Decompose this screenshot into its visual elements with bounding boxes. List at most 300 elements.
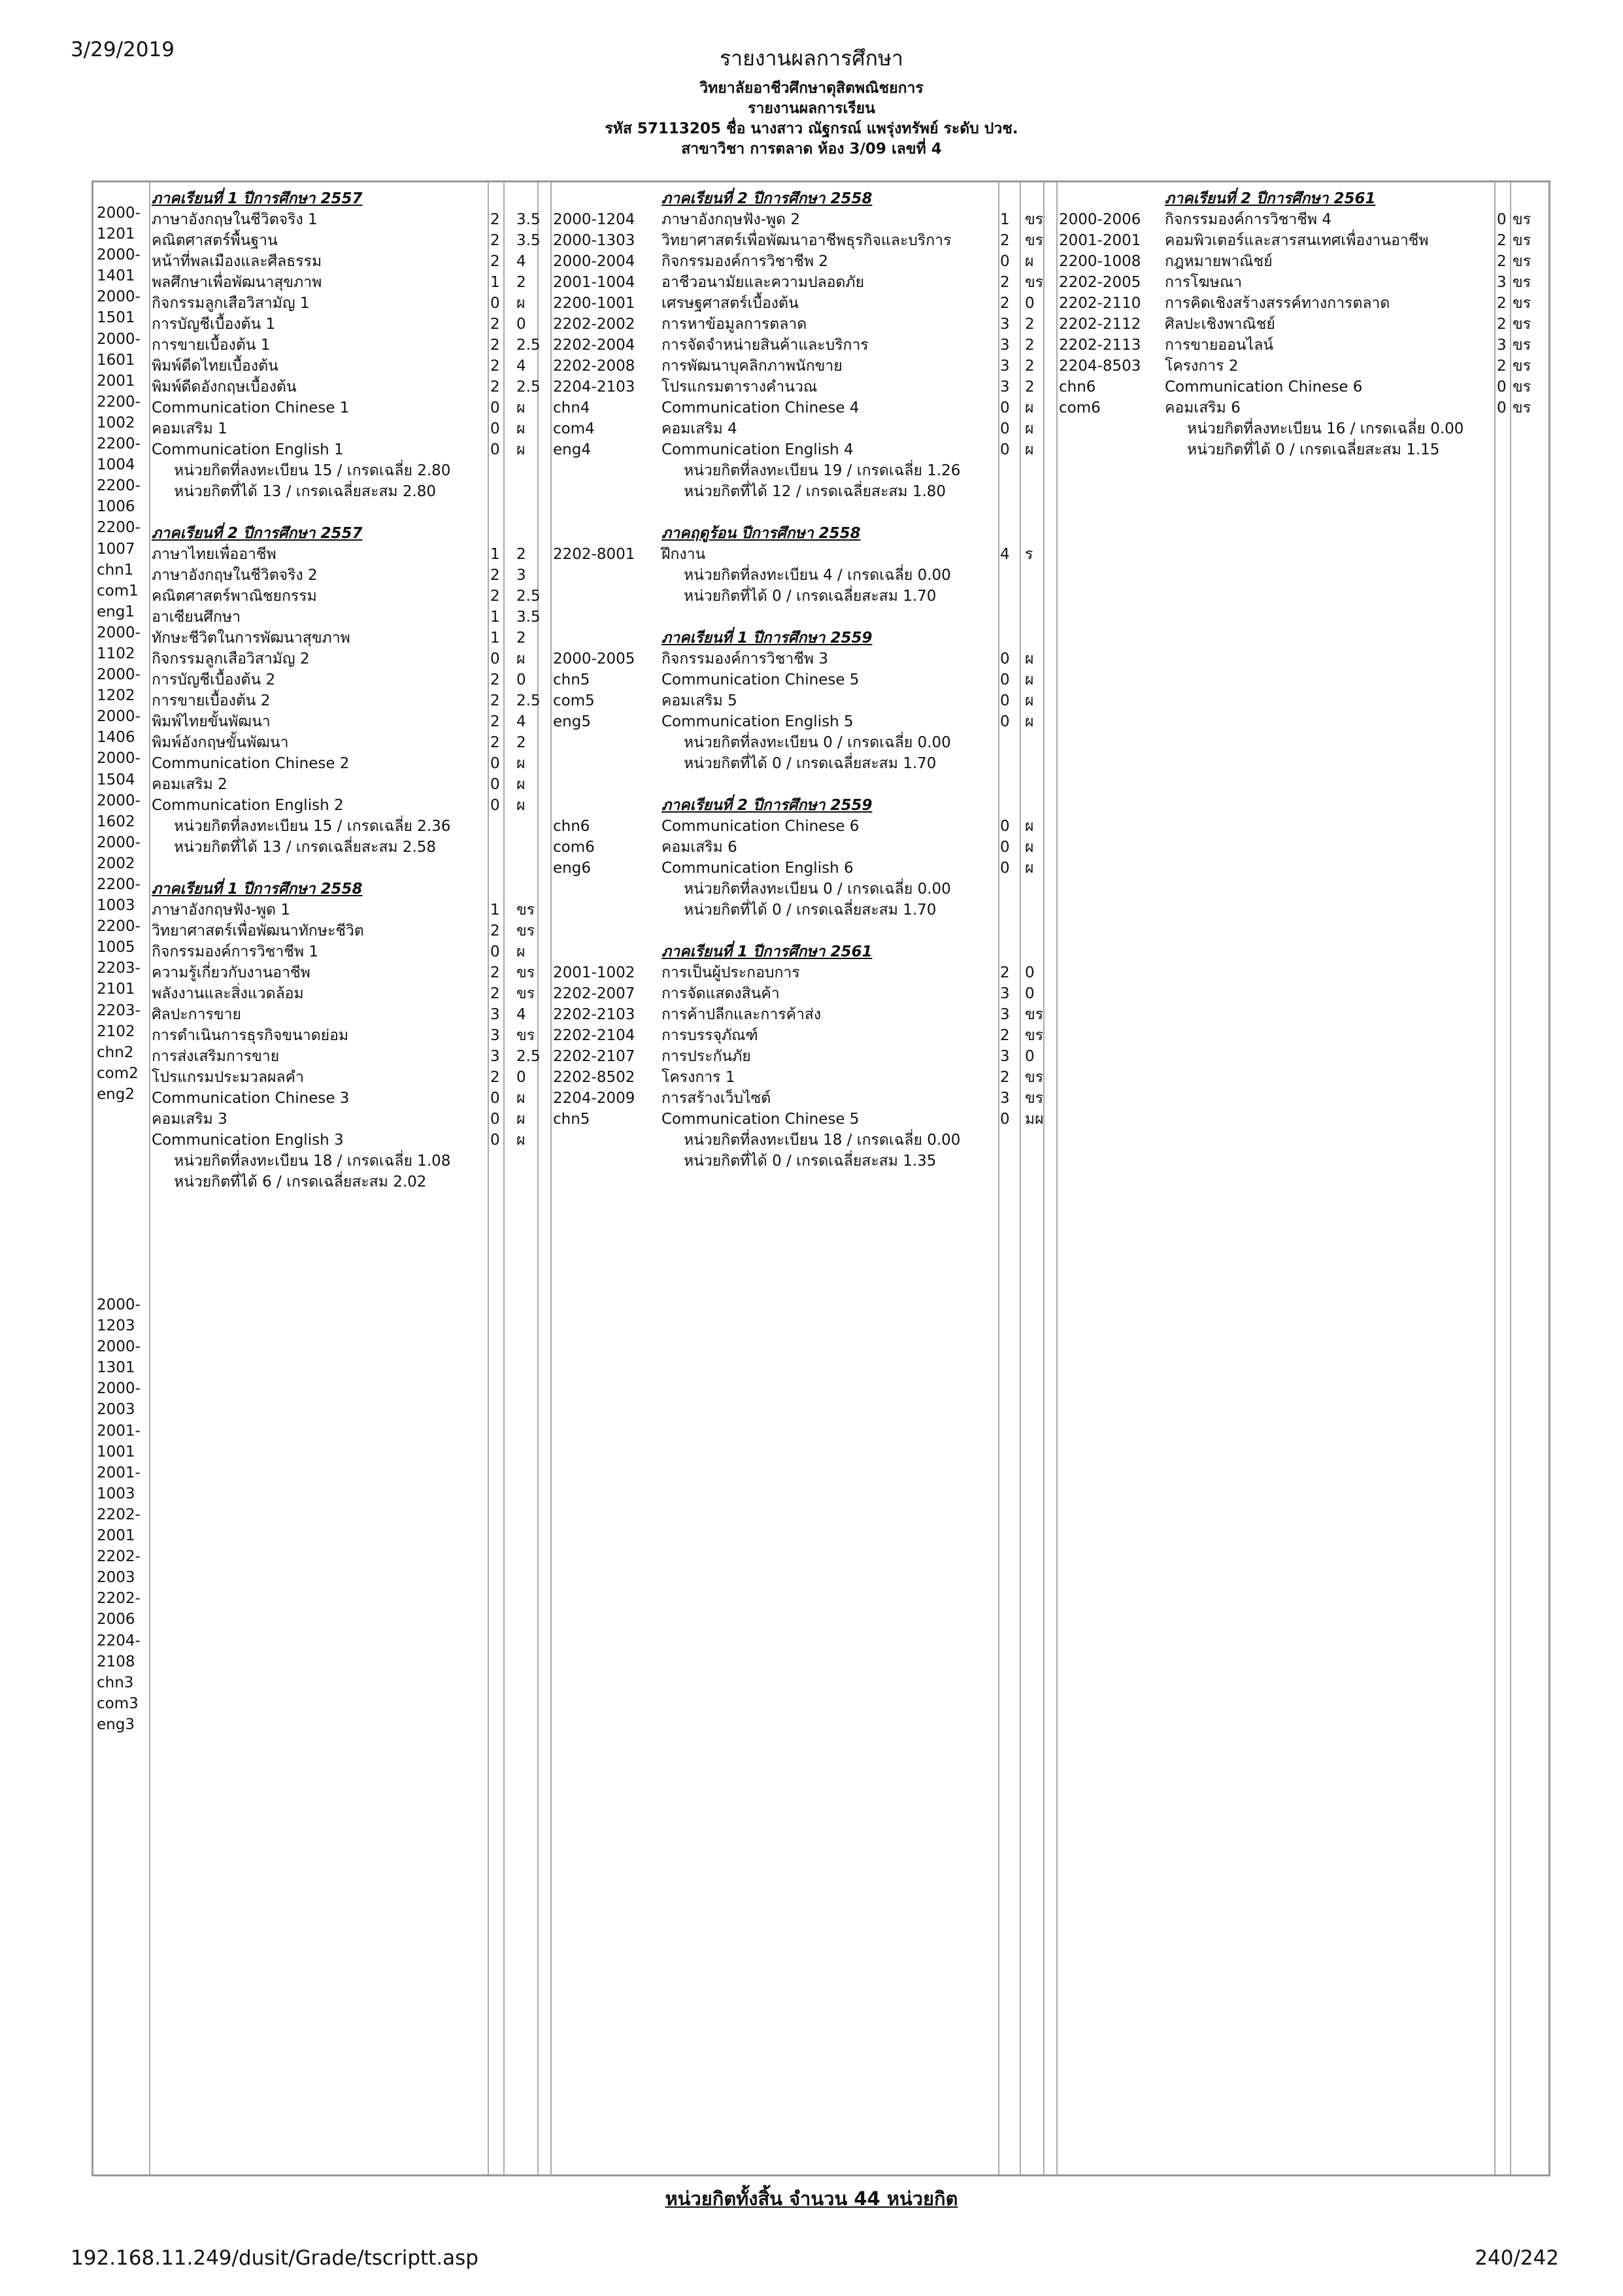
course-name: คอมเสริม 5: [661, 692, 737, 709]
course-grade: 2.5: [516, 1048, 541, 1065]
course-code: chn5: [553, 1111, 590, 1128]
course-grade: ร: [1025, 546, 1033, 563]
course-code: eng5: [553, 713, 591, 730]
course-name: วิทยาศาสตร์เพื่อพัฒนาอาชีพธุรกิจและบริการ: [661, 232, 952, 249]
course-name: หน้าที่พลเมืองและศีลธรรม: [152, 253, 322, 270]
course-grade: ผ: [516, 755, 526, 772]
course-grade: 2: [1025, 316, 1035, 333]
course-name: การพัฒนาบุคลิกภาพนักขาย: [661, 358, 843, 375]
course-row: [152, 586, 541, 607]
term-heading: [553, 628, 1056, 649]
course-code: 2000-2004: [553, 253, 635, 270]
course-name: พิมพ์ดีดอังกฤษเบื้องต้น: [152, 379, 297, 396]
course-credits: 3: [1000, 1006, 1010, 1023]
course-row: [152, 293, 536, 314]
term-summary: [553, 565, 1056, 586]
course-name: กิจกรรมองค์การวิชาชีพ 1: [152, 943, 318, 960]
term-summary: [553, 586, 1056, 607]
course-grade: ผ: [516, 399, 526, 416]
course-grade: ขร: [1513, 232, 1531, 249]
course-name: การบรรจุภัณฑ์: [661, 1027, 758, 1044]
course-grade: ขร: [1513, 253, 1531, 270]
course-row: [152, 900, 536, 920]
course-credits: 2: [490, 922, 500, 939]
course-grade: ขร: [1513, 295, 1531, 312]
course-grade: ผ: [1025, 671, 1034, 688]
page-title: รายงานผลการศึกษา: [719, 46, 903, 71]
course-credits: 2: [490, 588, 500, 605]
summary-text: หน่วยกิตที่ได้ 6 / เกรดเฉลี่ยสะสม 2.02: [174, 1173, 427, 1190]
print-date: 3/29/2019: [71, 38, 175, 61]
term-summary: [553, 460, 1056, 481]
summary-text: หน่วยกิตที่ได้ 0 / เกรดเฉลี่ยสะสม 1.70: [684, 588, 937, 605]
course-row: [553, 377, 1056, 397]
course-row: [553, 962, 1056, 983]
course-grade: 0: [516, 316, 526, 333]
course-grade: ขร: [1513, 211, 1531, 228]
course-name: กิจกรรมองค์การวิชาชีพ 3: [661, 650, 828, 667]
course-grade: 3: [516, 567, 526, 584]
course-name: คอมเสริม 4: [661, 420, 737, 437]
course-credits: 3: [1000, 337, 1010, 354]
course-row: [553, 335, 1056, 356]
term-summary: [152, 816, 536, 837]
term-heading: [152, 523, 536, 544]
course-row: [152, 649, 536, 669]
course-grade: ผ: [1025, 860, 1034, 877]
course-grade: ผ: [1025, 839, 1034, 856]
course-name: คอมเสริม 6: [661, 839, 737, 856]
course-row: [152, 690, 541, 711]
course-code: 2202-8502: [553, 1069, 635, 1086]
course-row: [553, 649, 1056, 669]
course-row: [553, 1004, 1056, 1025]
course-row: [1059, 293, 1550, 314]
course-credits: 3: [490, 1027, 500, 1044]
course-grade: 0: [1025, 985, 1035, 1002]
term-heading: [553, 795, 1056, 816]
course-row: [553, 502, 1056, 523]
course-row: [152, 1046, 541, 1067]
course-grade: 0: [516, 1069, 526, 1086]
course-row: [553, 230, 1056, 251]
course-code: chn6: [1059, 379, 1096, 396]
term-summary: [152, 1151, 536, 1172]
course-row: [553, 837, 1056, 858]
course-code: com4: [553, 420, 595, 437]
course-name: Communication Chinese 6: [1165, 379, 1363, 396]
course-row: [553, 1067, 1056, 1088]
course-grade: ขร: [516, 964, 535, 981]
course-credits: 2: [1000, 1027, 1010, 1044]
course-credits: 0: [490, 755, 500, 772]
course-grade: ขร: [1513, 379, 1531, 396]
course-name: การจัดจำหน่ายสินค้าและบริการ: [661, 337, 869, 354]
course-credits: 0: [490, 420, 500, 437]
column-2: [553, 188, 1056, 1172]
course-code: 2200-1001: [553, 295, 635, 312]
course-row: [553, 544, 1056, 565]
course-row: [553, 816, 1056, 837]
course-credits: 3: [1000, 358, 1010, 375]
course-code: 2202-2104: [553, 1027, 635, 1044]
course-name: คอมเสริม 3: [152, 1111, 227, 1128]
course-code: 2001-2001: [1059, 232, 1141, 249]
course-row: [553, 920, 1056, 941]
course-credits: 2: [1497, 232, 1507, 249]
course-credits: 1: [1000, 211, 1010, 228]
course-name: โครงการ 1: [661, 1069, 735, 1086]
course-code: 2204-2103: [553, 379, 635, 396]
course-name: กิจกรรมองค์การวิชาชีพ 2: [661, 253, 828, 270]
course-name: ภาษาอังกฤษฟัง-พูด 1: [152, 902, 291, 919]
class-info: สาขาวิชา การตลาด ห้อง 3/09 เลขที่ 4: [681, 141, 942, 158]
course-row: [553, 251, 1056, 272]
course-row: [152, 335, 541, 356]
course-credits: 2: [1000, 1069, 1010, 1086]
course-grade: 3.5: [516, 609, 541, 626]
course-row: [152, 983, 536, 1004]
course-code: 2202-2113: [1059, 337, 1141, 354]
course-grade: ผ: [1025, 253, 1034, 270]
term-summary: [152, 481, 536, 502]
course-code: chn6: [553, 818, 590, 835]
course-credits: 0: [490, 943, 500, 960]
course-credits: 2: [490, 567, 500, 584]
course-row: [553, 314, 1056, 335]
course-row: [553, 983, 1056, 1004]
course-code: chn5: [553, 671, 590, 688]
course-code: com6: [553, 839, 595, 856]
course-credits: 2: [490, 671, 500, 688]
course-name: ฝึกงาน: [661, 546, 706, 563]
course-name: การหาข้อมูลการตลาด: [661, 316, 807, 333]
course-credits: 3: [1000, 1090, 1010, 1107]
course-credits: 0: [1000, 692, 1010, 709]
course-row: [152, 251, 536, 272]
course-row: [152, 377, 541, 397]
course-name: การเป็นผู้ประกอบการ: [661, 964, 800, 981]
term-summary: [152, 460, 536, 481]
course-credits: 0: [1000, 860, 1010, 877]
course-row: [553, 272, 1056, 293]
course-code: 2000-1204: [553, 211, 635, 228]
course-credits: 2: [490, 211, 500, 228]
course-grade: 4: [516, 358, 526, 375]
term-title: ภาคฤดูร้อน ปีการศึกษา 2558: [661, 525, 861, 542]
course-credits: 0: [1497, 211, 1507, 228]
course-credits: 3: [1497, 274, 1507, 291]
course-name: พิมพ์ไทยขั้นพัฒนา: [152, 713, 271, 730]
summary-text: หน่วยกิตที่ลงทะเบียน 16 / เกรดเฉลี่ย 0.00: [1187, 420, 1464, 437]
course-row: [1059, 272, 1550, 293]
course-name: ศิลปะการขาย: [152, 1006, 241, 1023]
course-grade: ผ: [1025, 399, 1034, 416]
course-code: 2000-2005: [553, 650, 635, 667]
course-grade: มผ: [1025, 1111, 1044, 1128]
course-credits: 2: [490, 379, 500, 396]
course-code: 2202-2103: [553, 1006, 635, 1023]
course-credits: 4: [1000, 546, 1010, 563]
term-heading: [152, 188, 536, 209]
summary-text: หน่วยกิตที่ลงทะเบียน 18 / เกรดเฉลี่ย 1.08: [174, 1153, 451, 1170]
course-name: การบัญชีเบื้องต้น 1: [152, 316, 276, 333]
course-credits: 0: [490, 1090, 500, 1107]
summary-text: หน่วยกิตที่ได้ 12 / เกรดเฉลี่ยสะสม 1.80: [684, 483, 946, 500]
course-name: คอมเสริม 2: [152, 776, 227, 793]
course-row: [553, 418, 1056, 439]
course-row: [152, 565, 536, 586]
course-credits: 3: [1497, 337, 1507, 354]
term-heading: [152, 879, 536, 900]
report-name: รายงานผลการเรียน: [748, 100, 875, 117]
course-name: Communication English 5: [661, 713, 854, 730]
course-row: [553, 774, 1056, 795]
course-grade: ขร: [1025, 1027, 1044, 1044]
course-name: Communication Chinese 5: [661, 671, 860, 688]
college-name: วิทยาลัยอาชีวศึกษาดุสิตพณิชยการ: [699, 80, 924, 97]
course-code: com5: [553, 692, 595, 709]
course-row: [1059, 397, 1550, 418]
course-credits: 0: [490, 295, 500, 312]
summary-text: หน่วยกิตที่ลงทะเบียน 15 / เกรดเฉลี่ย 2.36: [174, 818, 451, 835]
course-grade: ผ: [516, 420, 526, 437]
course-grade: 2.5: [516, 692, 541, 709]
course-name: พิมพ์อังกฤษขั้นพัฒนา: [152, 734, 289, 751]
course-code: 2202-2004: [553, 337, 635, 354]
course-grade: ผ: [516, 295, 526, 312]
course-grade: 4: [516, 1006, 526, 1023]
course-row: [1059, 314, 1550, 335]
course-row: [553, 607, 1056, 628]
course-row: [152, 1088, 536, 1109]
course-row: [152, 1004, 536, 1025]
course-credits: 0: [1497, 399, 1507, 416]
term-summary: [553, 1151, 1056, 1172]
course-grade: ขร: [516, 902, 535, 919]
course-name: โปรแกรมตารางคำนวณ: [661, 379, 818, 396]
column-3: [1059, 188, 1550, 460]
course-credits: 2: [490, 1069, 500, 1086]
course-grade: 2: [516, 734, 526, 751]
course-name: คณิตศาสตร์พื้นฐาน: [152, 232, 278, 249]
course-code: com6: [1059, 399, 1101, 416]
course-code: 2001-1004: [553, 274, 635, 291]
course-grade: ขร: [1025, 1090, 1044, 1107]
course-name: Communication Chinese 4: [661, 399, 860, 416]
course-row: [553, 711, 1056, 732]
course-credits: 0: [490, 1132, 500, 1149]
summary-text: หน่วยกิตที่ลงทะเบียน 18 / เกรดเฉลี่ย 0.00: [684, 1132, 961, 1149]
course-credits: 2: [490, 985, 500, 1002]
course-name: การจัดแสดงสินค้า: [661, 985, 780, 1002]
course-credits: 1: [490, 274, 500, 291]
course-row: [152, 439, 536, 460]
course-credits: 3: [1000, 1048, 1010, 1065]
course-code: 2204-8503: [1059, 358, 1141, 375]
course-row: [1059, 377, 1550, 397]
course-credits: 0: [490, 1111, 500, 1128]
course-row: [553, 1109, 1056, 1130]
course-credits: 2: [1000, 232, 1010, 249]
course-grade: ขร: [1513, 399, 1531, 416]
course-name: Communication English 1: [152, 441, 344, 458]
term-heading: [553, 188, 1056, 209]
course-credits: 2: [490, 692, 500, 709]
course-row: [152, 920, 536, 941]
course-code: eng4: [553, 441, 591, 458]
course-code: chn4: [553, 399, 590, 416]
summary-text: หน่วยกิตที่ได้ 0 / เกรดเฉลี่ยสะสม 1.15: [1187, 441, 1440, 458]
course-name: พิมพ์ดีดไทยเบื้องต้น: [152, 358, 278, 375]
course-grade: ผ: [516, 441, 526, 458]
course-code: 2202-2007: [553, 985, 635, 1002]
course-credits: 2: [1497, 358, 1507, 375]
course-code: 2202-8001: [553, 546, 635, 563]
course-grade: 4: [516, 713, 526, 730]
course-name: กิจกรรมองค์การวิชาชีพ 4: [1165, 211, 1331, 228]
course-credits: 3: [490, 1006, 500, 1023]
course-grade: ผ: [516, 776, 526, 793]
course-name: อาชีวอนามัยและความปลอดภัย: [661, 274, 865, 291]
term-summary: [1059, 439, 1550, 460]
course-row: [1059, 230, 1550, 251]
course-grade: ผ: [1025, 692, 1034, 709]
course-name: Communication Chinese 1: [152, 399, 350, 416]
course-grade: 2.5: [516, 588, 541, 605]
course-credits: 2: [1000, 295, 1010, 312]
summary-text: หน่วยกิตที่ลงทะเบียน 19 / เกรดเฉลี่ย 1.26: [684, 462, 961, 479]
course-row: [152, 356, 536, 377]
course-code: 2200-1008: [1059, 253, 1141, 270]
course-credits: 0: [1000, 818, 1010, 835]
course-name: การส่งเสริมการขาย: [152, 1048, 280, 1065]
summary-text: หน่วยกิตที่ได้ 0 / เกรดเฉลี่ยสะสม 1.70: [684, 902, 937, 919]
course-row: [152, 858, 536, 879]
course-code: 2000-1303: [553, 232, 635, 249]
course-grade: ผ: [516, 797, 526, 814]
col1-codes: 2000-1201 2000-1401 2000-1501 2000-1601 2001 2200-1002 2200-1004 2200-1006 2200-1007 chn1 com1 eng1 2000-1102 2000-1202 2000-1406 2000-1504 2000-1602 2000-2002 2200-1003 2200-1005 2203-2101 2203-2102 chn2 com2 eng2: [97, 205, 141, 1103]
course-name: Communication Chinese 3: [152, 1090, 350, 1107]
term-summary: [553, 481, 1056, 502]
course-credits: 1: [490, 546, 500, 563]
course-row: [553, 356, 1056, 377]
summary-text: หน่วยกิตที่ได้ 13 / เกรดเฉลี่ยสะสม 2.58: [174, 839, 437, 856]
course-row: [1059, 335, 1550, 356]
course-grade: 0: [1025, 1048, 1035, 1065]
course-name: คณิตศาสตร์พาณิชยกรรม: [152, 588, 317, 605]
term-title: ภาคเรียนที่ 1 ปีการศึกษา 2561: [661, 943, 873, 960]
course-grade: ขร: [1513, 337, 1531, 354]
course-name: Communication English 3: [152, 1132, 344, 1149]
course-grade: 2: [516, 274, 526, 291]
summary-text: หน่วยกิตที่ได้ 13 / เกรดเฉลี่ยสะสม 2.80: [174, 483, 437, 500]
course-name: โปรแกรมประมวลผลคำ: [152, 1069, 304, 1086]
course-credits: 2: [1497, 295, 1507, 312]
course-row: [152, 272, 536, 293]
course-credits: 0: [490, 650, 500, 667]
page-number: 240/242: [1475, 2246, 1559, 2270]
course-credits: 2: [490, 358, 500, 375]
course-row: [152, 544, 536, 565]
course-code: eng6: [553, 860, 591, 877]
term-heading: [553, 523, 1056, 544]
course-name: การค้าปลีกและการค้าส่ง: [661, 1006, 822, 1023]
course-name: ภาษาอังกฤษในชีวิตจริง 1: [152, 211, 318, 228]
course-row: [152, 230, 541, 251]
course-name: โครงการ 2: [1165, 358, 1239, 375]
course-credits: 0: [490, 797, 500, 814]
course-grade: ขร: [1025, 211, 1044, 228]
course-code: 2202-2008: [553, 358, 635, 375]
course-name: ทักษะชีวิตในการพัฒนาสุขภาพ: [152, 630, 350, 647]
course-credits: 2: [1000, 274, 1010, 291]
course-grade: 0: [516, 671, 526, 688]
course-name: Communication English 2: [152, 797, 344, 814]
course-grade: 0: [1025, 295, 1035, 312]
course-code: 2001-1002: [553, 964, 635, 981]
course-row: [1059, 209, 1550, 230]
course-credits: 2: [490, 964, 500, 981]
course-credits: 0: [1000, 1111, 1010, 1128]
total-credits: หน่วยกิตทั้งสิ้น จำนวน 44 หน่วยกิต: [665, 2187, 958, 2210]
course-name: พลศึกษาเพื่อพัฒนาสุขภาพ: [152, 274, 322, 291]
course-grade: 4: [516, 253, 526, 270]
course-row: [1059, 251, 1550, 272]
course-code: 2202-2002: [553, 316, 635, 333]
course-name: กิจกรรมลูกเสือวิสามัญ 1: [152, 295, 310, 312]
course-name: การขายเบื้องต้น 1: [152, 337, 271, 354]
course-row: [553, 1025, 1056, 1046]
course-row: [553, 690, 1056, 711]
course-credits: 2: [490, 253, 500, 270]
course-name: Communication English 4: [661, 441, 854, 458]
course-grade: 2.5: [516, 379, 541, 396]
column-1: [152, 188, 541, 1192]
course-row: [1059, 356, 1550, 377]
course-row: [152, 314, 536, 335]
course-credits: 0: [1000, 399, 1010, 416]
course-code: 2000-2006: [1059, 211, 1141, 228]
term-title: ภาคเรียนที่ 2 ปีการศึกษา 2561: [1165, 190, 1376, 207]
course-name: ภาษาอังกฤษฟัง-พูด 2: [661, 211, 801, 228]
course-credits: 0: [1000, 713, 1010, 730]
term-title: ภาคเรียนที่ 1 ปีการศึกษา 2557: [152, 190, 363, 207]
course-name: การขายออนไลน์: [1165, 337, 1274, 354]
course-credits: 0: [1000, 671, 1010, 688]
course-credits: 2: [490, 232, 500, 249]
course-credits: 2: [490, 316, 500, 333]
course-grade: 2.5: [516, 337, 541, 354]
course-row: [553, 293, 1056, 314]
course-row: [152, 1130, 536, 1151]
course-grade: ขร: [516, 922, 535, 939]
course-grade: 2: [1025, 337, 1035, 354]
course-row: [152, 502, 536, 523]
course-grade: ผ: [516, 943, 526, 960]
term-heading: [553, 941, 1056, 962]
course-name: การโฆษณา: [1165, 274, 1243, 291]
course-row: [152, 418, 536, 439]
course-name: การดำเนินการธุรกิจขนาดย่อม: [152, 1027, 349, 1044]
course-grade: ผ: [516, 650, 526, 667]
course-row: [553, 439, 1056, 460]
course-credits: 3: [1000, 985, 1010, 1002]
course-row: [152, 209, 541, 230]
course-row: [152, 1067, 536, 1088]
student-info: รหัส 57113205 ชื่อ นางสาว ณัฐกรณ์ แพรุ่งทรัพย์ ระดับ ปวช.: [605, 120, 1018, 137]
course-grade: ขร: [1025, 1069, 1044, 1086]
